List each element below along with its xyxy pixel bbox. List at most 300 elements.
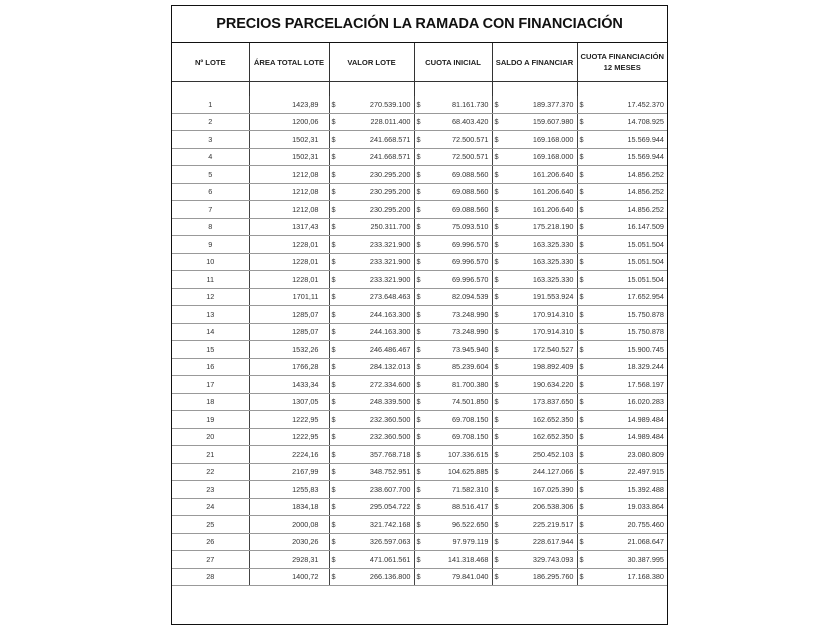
valor-lote-value: 230.295.200 <box>369 187 411 197</box>
cuota-financiacion-value: 17.568.197 <box>627 379 664 389</box>
saldo-financiar-value: 163.325.330 <box>532 257 574 267</box>
currency-symbol: $ <box>579 99 584 109</box>
currency-symbol: $ <box>331 99 336 109</box>
valor-lote-cell <box>329 131 414 149</box>
valor-lote-cell <box>329 323 414 341</box>
currency-symbol: $ <box>579 239 584 249</box>
cuota-financiacion-cell <box>577 516 667 534</box>
cuota-inicial-value: 68.403.420 <box>451 117 489 127</box>
lote-number: 16 <box>172 358 249 376</box>
valor-lote-cell <box>329 201 414 219</box>
valor-lote-value: 273.648.463 <box>369 292 411 302</box>
lote-number: 11 <box>172 271 249 289</box>
currency-symbol: $ <box>416 117 421 127</box>
header-cuota-line2: 12 MESES <box>603 63 641 72</box>
cuota-financiacion-value: 15.051.504 <box>627 274 664 284</box>
cuota-financiacion-cell <box>577 358 667 376</box>
currency-symbol: $ <box>416 432 421 442</box>
currency-symbol: $ <box>331 292 336 302</box>
valor-lote-cell <box>329 428 414 446</box>
cuota-inicial-value: 69.996.570 <box>451 239 489 249</box>
cuota-financiacion-value: 15.750.878 <box>627 327 664 337</box>
table-row <box>172 568 667 586</box>
cuota-inicial-cell <box>414 96 492 113</box>
table-row <box>172 463 667 481</box>
lote-area: 1423,89 <box>249 96 329 113</box>
cuota-inicial-value: 73.945.940 <box>451 344 489 354</box>
currency-symbol: $ <box>494 449 499 459</box>
table-row <box>172 201 667 219</box>
currency-symbol: $ <box>494 484 499 494</box>
lote-area: 1285,07 <box>249 323 329 341</box>
currency-symbol: $ <box>579 572 584 582</box>
saldo-financiar-cell <box>492 376 577 394</box>
currency-symbol: $ <box>494 502 499 512</box>
cuota-financiacion-cell <box>577 393 667 411</box>
cuota-financiacion-value: 16.020.283 <box>627 397 664 407</box>
lote-number: 23 <box>172 481 249 499</box>
currency-symbol: $ <box>494 134 499 144</box>
lote-number: 18 <box>172 393 249 411</box>
cuota-inicial-value: 69.088.560 <box>451 169 489 179</box>
lote-number: 9 <box>172 236 249 254</box>
cuota-financiacion-value: 14.989.484 <box>627 414 664 424</box>
currency-symbol: $ <box>579 432 584 442</box>
currency-symbol: $ <box>416 222 421 232</box>
lote-area: 1285,07 <box>249 306 329 324</box>
cuota-inicial-value: 81.161.730 <box>451 99 489 109</box>
valor-lote-cell <box>329 183 414 201</box>
lote-number: 12 <box>172 288 249 306</box>
saldo-financiar-value: 191.553.924 <box>532 292 574 302</box>
saldo-financiar-value: 189.377.370 <box>532 99 574 109</box>
currency-symbol: $ <box>416 327 421 337</box>
cuota-financiacion-value: 14.708.925 <box>627 117 664 127</box>
cuota-inicial-value: 73.248.990 <box>451 327 489 337</box>
lote-number: 25 <box>172 516 249 534</box>
cuota-inicial-cell <box>414 306 492 324</box>
lote-area: 1701,11 <box>249 288 329 306</box>
valor-lote-value: 471.061.561 <box>369 554 411 564</box>
lote-area: 1766,28 <box>249 358 329 376</box>
currency-symbol: $ <box>331 362 336 372</box>
cuota-financiacion-value: 20.755.460 <box>627 519 664 529</box>
table-row <box>172 288 667 306</box>
lote-area: 1317,43 <box>249 218 329 236</box>
currency-symbol: $ <box>331 432 336 442</box>
cuota-inicial-value: 97.979.119 <box>452 537 489 547</box>
valor-lote-cell <box>329 306 414 324</box>
cuota-financiacion-value: 14.856.252 <box>627 169 664 179</box>
table-row <box>172 236 667 254</box>
cuota-financiacion-value: 15.900.745 <box>627 344 664 354</box>
saldo-financiar-cell <box>492 533 577 551</box>
lote-number: 24 <box>172 498 249 516</box>
currency-symbol: $ <box>579 152 584 162</box>
cuota-inicial-value: 69.708.150 <box>451 432 489 442</box>
lote-area: 1255,83 <box>249 481 329 499</box>
valor-lote-cell <box>329 218 414 236</box>
header-valor: VALOR LOTE <box>329 43 414 82</box>
table-row <box>172 323 667 341</box>
valor-lote-value: 241.668.571 <box>369 152 411 162</box>
cuota-financiacion-cell <box>577 288 667 306</box>
cuota-inicial-cell <box>414 376 492 394</box>
saldo-financiar-value: 190.634.220 <box>532 379 574 389</box>
lote-area: 1212,08 <box>249 166 329 184</box>
currency-symbol: $ <box>331 537 336 547</box>
spacer-row <box>172 82 667 97</box>
table-row <box>172 428 667 446</box>
cuota-inicial-value: 72.500.571 <box>451 152 489 162</box>
saldo-financiar-cell <box>492 288 577 306</box>
currency-symbol: $ <box>416 537 421 547</box>
cuota-inicial-value: 69.996.570 <box>451 257 489 267</box>
currency-symbol: $ <box>579 187 584 197</box>
currency-symbol: $ <box>579 484 584 494</box>
valor-lote-value: 266.136.800 <box>369 572 411 582</box>
cuota-financiacion-cell <box>577 498 667 516</box>
cuota-inicial-value: 75.093.510 <box>451 222 489 232</box>
cuota-financiacion-cell <box>577 166 667 184</box>
valor-lote-value: 270.539.100 <box>369 99 411 109</box>
header-saldo: SALDO A FINANCIAR <box>492 43 577 82</box>
table-row <box>172 96 667 113</box>
cuota-inicial-cell <box>414 481 492 499</box>
currency-symbol: $ <box>416 99 421 109</box>
saldo-financiar-cell <box>492 148 577 166</box>
valor-lote-value: 233.321.900 <box>369 274 411 284</box>
cuota-inicial-value: 71.582.310 <box>451 484 489 494</box>
saldo-financiar-value: 198.892.409 <box>532 362 574 372</box>
table-row <box>172 166 667 184</box>
cuota-inicial-value: 141.318.468 <box>447 554 489 564</box>
saldo-financiar-cell <box>492 271 577 289</box>
currency-symbol: $ <box>494 274 499 284</box>
cuota-financiacion-cell <box>577 306 667 324</box>
saldo-financiar-value: 169.168.000 <box>532 152 574 162</box>
valor-lote-cell <box>329 236 414 254</box>
lote-number: 13 <box>172 306 249 324</box>
cuota-financiacion-cell <box>577 376 667 394</box>
currency-symbol: $ <box>416 257 421 267</box>
saldo-financiar-cell <box>492 358 577 376</box>
currency-symbol: $ <box>579 257 584 267</box>
valor-lote-value: 232.360.500 <box>369 432 411 442</box>
saldo-financiar-cell <box>492 411 577 429</box>
lote-number: 4 <box>172 148 249 166</box>
valor-lote-cell <box>329 481 414 499</box>
saldo-financiar-value: 170.914.310 <box>532 309 574 319</box>
currency-symbol: $ <box>494 554 499 564</box>
cuota-financiacion-value: 17.652.954 <box>627 292 664 302</box>
valor-lote-value: 238.607.700 <box>369 484 411 494</box>
currency-symbol: $ <box>331 309 336 319</box>
cuota-financiacion-value: 14.856.252 <box>627 187 664 197</box>
currency-symbol: $ <box>416 362 421 372</box>
lote-area: 1212,08 <box>249 183 329 201</box>
cuota-inicial-value: 69.088.560 <box>451 204 489 214</box>
currency-symbol: $ <box>494 432 499 442</box>
currency-symbol: $ <box>579 379 584 389</box>
currency-symbol: $ <box>416 414 421 424</box>
cuota-inicial-cell <box>414 218 492 236</box>
cuota-inicial-value: 96.522.650 <box>451 519 489 529</box>
cuota-inicial-value: 88.516.417 <box>451 502 489 512</box>
cuota-inicial-cell <box>414 341 492 359</box>
saldo-financiar-value: 172.540.527 <box>532 344 574 354</box>
lote-area: 1433,34 <box>249 376 329 394</box>
price-table <box>172 43 667 586</box>
currency-symbol: $ <box>494 169 499 179</box>
currency-symbol: $ <box>494 362 499 372</box>
cuota-financiacion-value: 23.080.809 <box>627 449 664 459</box>
saldo-financiar-value: 169.168.000 <box>532 134 574 144</box>
currency-symbol: $ <box>416 309 421 319</box>
currency-symbol: $ <box>494 397 499 407</box>
currency-symbol: $ <box>416 502 421 512</box>
currency-symbol: $ <box>494 239 499 249</box>
lote-number: 6 <box>172 183 249 201</box>
currency-symbol: $ <box>579 554 584 564</box>
valor-lote-value: 230.295.200 <box>369 169 411 179</box>
currency-symbol: $ <box>331 274 336 284</box>
currency-symbol: $ <box>331 257 336 267</box>
currency-symbol: $ <box>494 344 499 354</box>
lote-number: 19 <box>172 411 249 429</box>
cuota-inicial-cell <box>414 516 492 534</box>
cuota-financiacion-value: 14.856.252 <box>627 204 664 214</box>
cuota-financiacion-cell <box>577 236 667 254</box>
valor-lote-value: 244.163.300 <box>369 309 411 319</box>
cuota-financiacion-value: 18.329.244 <box>627 362 664 372</box>
table-row <box>172 411 667 429</box>
lote-number: 1 <box>172 96 249 113</box>
saldo-financiar-cell <box>492 323 577 341</box>
cuota-inicial-cell <box>414 411 492 429</box>
valor-lote-cell <box>329 113 414 131</box>
lote-area: 1532,26 <box>249 341 329 359</box>
currency-symbol: $ <box>416 292 421 302</box>
currency-symbol: $ <box>331 519 336 529</box>
cuota-financiacion-value: 30.387.995 <box>627 554 664 564</box>
saldo-financiar-cell <box>492 113 577 131</box>
currency-symbol: $ <box>416 169 421 179</box>
currency-symbol: $ <box>579 502 584 512</box>
valor-lote-value: 272.334.600 <box>369 379 411 389</box>
cuota-financiacion-cell <box>577 218 667 236</box>
cuota-inicial-cell <box>414 463 492 481</box>
valor-lote-cell <box>329 498 414 516</box>
header-inicial: CUOTA INICIAL <box>414 43 492 82</box>
currency-symbol: $ <box>416 274 421 284</box>
valor-lote-value: 233.321.900 <box>369 257 411 267</box>
currency-symbol: $ <box>579 292 584 302</box>
cuota-financiacion-value: 22.497.915 <box>627 467 664 477</box>
lote-area: 2928,31 <box>249 551 329 569</box>
cuota-financiacion-value: 15.051.504 <box>627 239 664 249</box>
currency-symbol: $ <box>579 117 584 127</box>
currency-symbol: $ <box>579 519 584 529</box>
valor-lote-value: 232.360.500 <box>369 414 411 424</box>
valor-lote-value: 295.054.722 <box>369 502 411 512</box>
valor-lote-cell <box>329 516 414 534</box>
cuota-inicial-value: 79.841.040 <box>451 572 489 582</box>
currency-symbol: $ <box>416 204 421 214</box>
valor-lote-cell <box>329 446 414 464</box>
table-row <box>172 183 667 201</box>
currency-symbol: $ <box>416 554 421 564</box>
lote-number: 10 <box>172 253 249 271</box>
currency-symbol: $ <box>579 327 584 337</box>
table-row <box>172 446 667 464</box>
table-row <box>172 516 667 534</box>
valor-lote-cell <box>329 393 414 411</box>
lote-area: 1212,08 <box>249 201 329 219</box>
saldo-financiar-cell <box>492 481 577 499</box>
currency-symbol: $ <box>579 537 584 547</box>
table-row <box>172 533 667 551</box>
lote-area: 1400,72 <box>249 568 329 586</box>
table-row <box>172 341 667 359</box>
table-row <box>172 393 667 411</box>
header-cuota-line1: CUOTA FINANCIACIÓN <box>580 52 665 61</box>
saldo-financiar-value: 225.219.517 <box>532 519 574 529</box>
saldo-financiar-value: 163.325.330 <box>532 239 574 249</box>
saldo-financiar-cell <box>492 218 577 236</box>
lote-number: 26 <box>172 533 249 551</box>
cuota-financiacion-value: 15.392.488 <box>627 484 664 494</box>
cuota-inicial-cell <box>414 166 492 184</box>
currency-symbol: $ <box>331 467 336 477</box>
cuota-financiacion-value: 21.068.647 <box>627 537 664 547</box>
table-row <box>172 551 667 569</box>
saldo-financiar-cell <box>492 428 577 446</box>
table-row <box>172 358 667 376</box>
currency-symbol: $ <box>331 572 336 582</box>
saldo-financiar-value: 161.206.640 <box>532 169 574 179</box>
currency-symbol: $ <box>416 134 421 144</box>
saldo-financiar-value: 186.295.760 <box>532 572 574 582</box>
currency-symbol: $ <box>416 519 421 529</box>
saldo-financiar-value: 228.617.944 <box>532 537 574 547</box>
saldo-financiar-cell <box>492 201 577 219</box>
lote-number: 17 <box>172 376 249 394</box>
table-row <box>172 113 667 131</box>
currency-symbol: $ <box>579 134 584 144</box>
valor-lote-value: 244.163.300 <box>369 327 411 337</box>
valor-lote-cell <box>329 148 414 166</box>
lote-number: 5 <box>172 166 249 184</box>
cuota-inicial-value: 74.501.850 <box>451 397 489 407</box>
cuota-financiacion-value: 17.452.370 <box>627 99 664 109</box>
currency-symbol: $ <box>494 414 499 424</box>
saldo-financiar-value: 175.218.190 <box>532 222 574 232</box>
currency-symbol: $ <box>579 309 584 319</box>
valor-lote-cell <box>329 533 414 551</box>
cuota-financiacion-cell <box>577 183 667 201</box>
cuota-financiacion-value: 15.051.504 <box>627 257 664 267</box>
currency-symbol: $ <box>494 117 499 127</box>
currency-symbol: $ <box>331 502 336 512</box>
currency-symbol: $ <box>331 204 336 214</box>
valor-lote-value: 357.768.718 <box>369 449 411 459</box>
saldo-financiar-cell <box>492 393 577 411</box>
saldo-financiar-value: 163.325.330 <box>532 274 574 284</box>
cuota-financiacion-cell <box>577 131 667 149</box>
lote-number: 27 <box>172 551 249 569</box>
cuota-inicial-cell <box>414 236 492 254</box>
header-cuota <box>577 43 667 82</box>
cuota-inicial-value: 104.625.885 <box>447 467 489 477</box>
saldo-financiar-cell <box>492 463 577 481</box>
cuota-inicial-cell <box>414 568 492 586</box>
cuota-inicial-value: 81.700.380 <box>451 379 489 389</box>
saldo-financiar-cell <box>492 568 577 586</box>
currency-symbol: $ <box>331 554 336 564</box>
currency-symbol: $ <box>416 187 421 197</box>
currency-symbol: $ <box>416 397 421 407</box>
valor-lote-value: 241.668.571 <box>369 134 411 144</box>
currency-symbol: $ <box>494 292 499 302</box>
saldo-financiar-value: 162.652.350 <box>532 414 574 424</box>
lote-area: 2030,26 <box>249 533 329 551</box>
saldo-financiar-value: 170.914.310 <box>532 327 574 337</box>
cuota-financiacion-cell <box>577 271 667 289</box>
currency-symbol: $ <box>416 449 421 459</box>
lote-area: 1834,18 <box>249 498 329 516</box>
valor-lote-cell <box>329 358 414 376</box>
cuota-financiacion-value: 14.989.484 <box>627 432 664 442</box>
cuota-financiacion-cell <box>577 463 667 481</box>
cuota-inicial-cell <box>414 428 492 446</box>
table-row <box>172 253 667 271</box>
lote-number: 7 <box>172 201 249 219</box>
cuota-inicial-cell <box>414 498 492 516</box>
cuota-financiacion-cell <box>577 533 667 551</box>
table-row <box>172 148 667 166</box>
currency-symbol: $ <box>494 99 499 109</box>
valor-lote-value: 228.011.400 <box>370 117 411 127</box>
cuota-inicial-cell <box>414 393 492 411</box>
cuota-financiacion-value: 17.168.380 <box>627 572 664 582</box>
valor-lote-value: 321.742.168 <box>369 519 411 529</box>
saldo-financiar-cell <box>492 131 577 149</box>
currency-symbol: $ <box>494 257 499 267</box>
cuota-inicial-value: 73.248.990 <box>451 309 489 319</box>
header-lote: Nº LOTE <box>172 43 249 82</box>
saldo-financiar-cell <box>492 498 577 516</box>
cuota-inicial-value: 72.500.571 <box>451 134 489 144</box>
cuota-financiacion-cell <box>577 113 667 131</box>
currency-symbol: $ <box>579 274 584 284</box>
valor-lote-cell <box>329 96 414 113</box>
currency-symbol: $ <box>416 152 421 162</box>
currency-symbol: $ <box>579 204 584 214</box>
table-row <box>172 218 667 236</box>
lote-number: 22 <box>172 463 249 481</box>
currency-symbol: $ <box>331 449 336 459</box>
currency-symbol: $ <box>579 169 584 179</box>
currency-symbol: $ <box>416 379 421 389</box>
currency-symbol: $ <box>331 187 336 197</box>
currency-symbol: $ <box>494 327 499 337</box>
page-title: PRECIOS PARCELACIÓN LA RAMADA CON FINANCIACIÓN <box>172 6 667 43</box>
header-area: ÁREA TOTAL LOTE <box>249 43 329 82</box>
saldo-financiar-value: 162.652.350 <box>532 432 574 442</box>
cuota-financiacion-cell <box>577 411 667 429</box>
lote-area: 1222,95 <box>249 411 329 429</box>
